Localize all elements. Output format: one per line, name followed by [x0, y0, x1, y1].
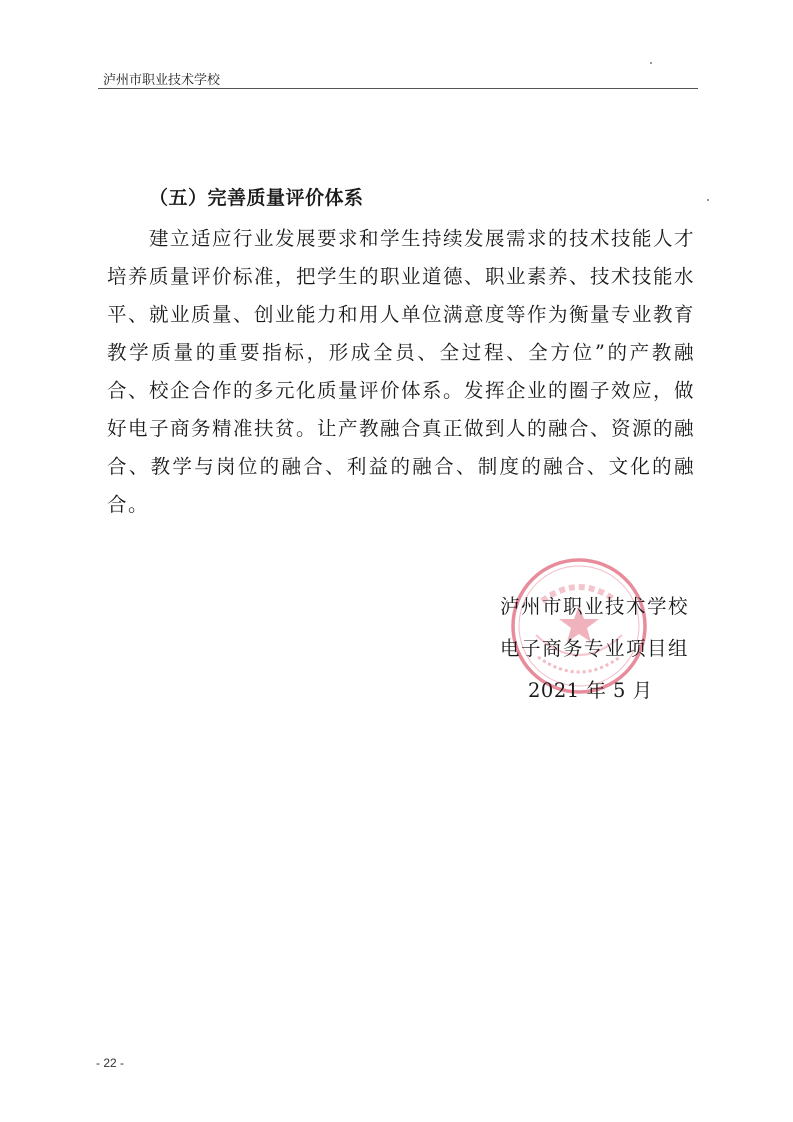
scan-speck — [707, 199, 709, 201]
signature-block — [500, 586, 720, 712]
scan-speck — [650, 62, 652, 64]
section-heading: （五）完善质量评价体系 — [149, 187, 364, 209]
signature-date: 2021 年 5 月 — [528, 679, 653, 702]
signature-organization: 泸州市职业技术学校 — [500, 595, 690, 618]
body-paragraph: 建立适应行业发展要求和学生持续发展需求的技术技能人才培养质量评价标准，把学生的职业道德、职业素养、技术技能水平、就业质量、创业能力和用人单位满意度等作为衡量专业教育教学质量的重要指标，形成全员、全过程、全方位”的产教融合、校企合作的多元化质量评价体系。发挥企业的圈子效应，做好电子商务精准扶贫。让产教融合真正做到人的融合、资源的融合、教学与岗位的融合、利益的融合、制度的融合、文化的融合。 — [107, 227, 696, 516]
document-header-title: 泸州市职业技术学校 — [103, 73, 221, 88]
signature-group: 电子商务专业项目组 — [500, 637, 690, 660]
header-divider — [98, 88, 698, 89]
page-number: - 22 - — [96, 1056, 125, 1070]
